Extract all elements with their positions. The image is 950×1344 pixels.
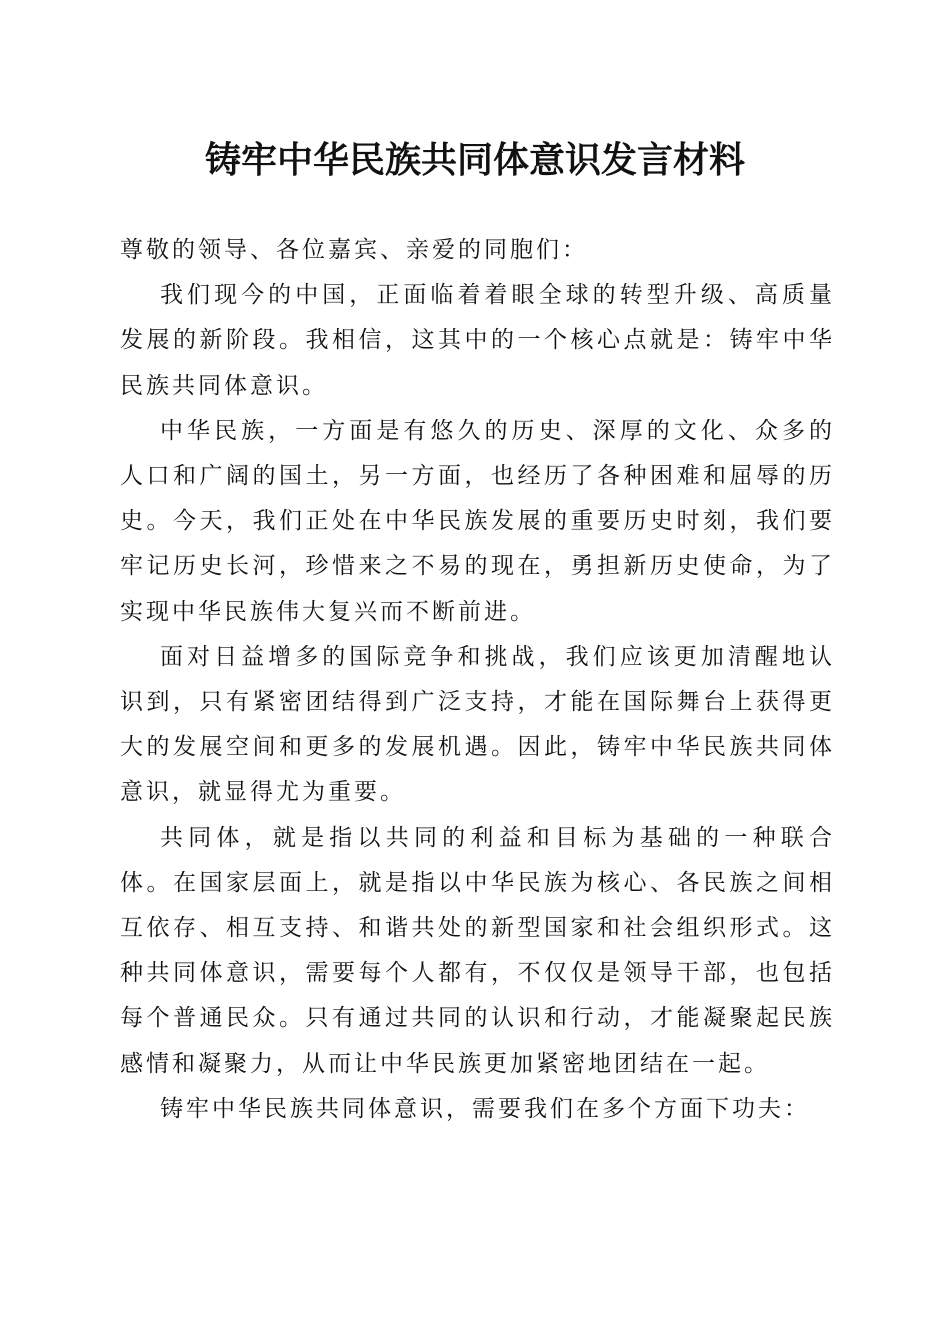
document-title: 铸牢中华民族共同体意识发言材料 [204, 139, 745, 181]
paragraph-1: 我们现今的中国，正面临着着眼全球的转型升级、高质量发展的新阶段。我相信，这其中的一个核心点就是：铸牢中华民族共同体意识。 [120, 282, 835, 399]
salutation: 尊敬的领导、各位嘉宾、亲爱的同胞们： [120, 237, 588, 263]
paragraph-2: 中华民族，一方面是有悠久的历史、深厚的文化、众多的人口和广阔的国土，另一方面，也经历了各种困难和屈辱的历史。今天，我们正处在中华民族发展的重要历史时刻，我们要牢记历史长河，珍惜来之不易的现在，勇担新历史使命，为了实现中华民族伟大复兴而不断前进。 [120, 417, 835, 625]
paragraph-5: 铸牢中华民族共同体意识，需要我们在多个方面下功夫： [160, 1095, 810, 1122]
document-body [120, 228, 835, 1132]
paragraph-3: 面对日益增多的国际竞争和挑战，我们应该更加清醒地认识到，只有紧密团结得到广泛支持，才能在国际舞台上获得更大的发展空间和更多的发展机遇。因此，铸牢中华民族共同体意识，就显得尤为重要。 [120, 643, 835, 806]
paragraph-4: 共同体，就是指以共同的利益和目标为基础的一种联合体。在国家层面上，就是指以中华民族为核心、各民族之间相互依存、相互支持、和谐共处的新型国家和社会组织形式。这种共同体意识，需要每个人都有，不仅仅是领导干部，也包括每个普通民众。只有通过共同的认识和行动，才能凝聚起民族感情和凝聚力，从而让中华民族更加紧密地团结在一起。 [120, 824, 835, 1077]
